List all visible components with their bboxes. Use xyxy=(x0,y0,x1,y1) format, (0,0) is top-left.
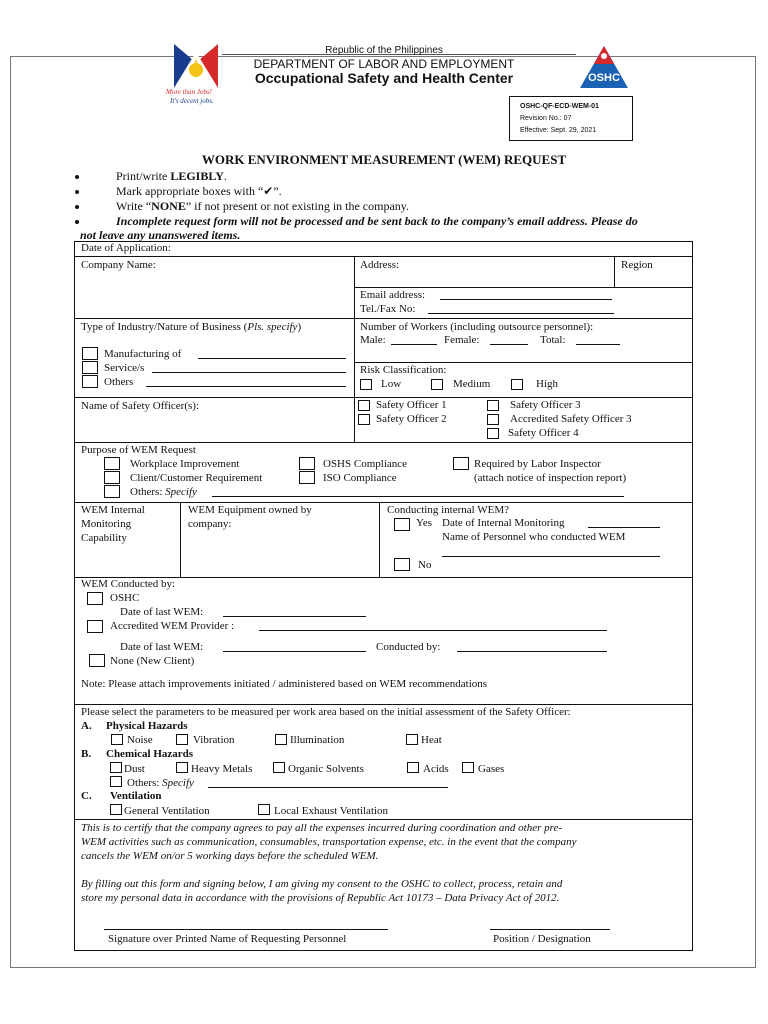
dust-checkbox[interactable] xyxy=(110,762,122,773)
date-internal-field[interactable] xyxy=(588,527,660,528)
male-label: Male: xyxy=(360,334,386,346)
equipment-label-line-1: WEM Equipment owned by xyxy=(188,504,312,516)
none-new-label: None (New Client) xyxy=(110,655,195,667)
header-department: DEPARTMENT OF LABOR AND EMPLOYMENT xyxy=(253,57,515,71)
gases-label: Gases xyxy=(478,763,505,775)
others-chemical-checkbox[interactable] xyxy=(110,776,122,787)
others-industry-checkbox[interactable] xyxy=(82,375,98,388)
row-divider xyxy=(74,704,693,705)
heavy-metals-label: Heavy Metals xyxy=(191,763,253,775)
workers-divider xyxy=(354,362,693,363)
col-divider xyxy=(354,256,355,442)
others-chemical-label: Others: Specify xyxy=(127,777,194,789)
workers-label: Number of Workers (including outsource personnel): xyxy=(360,321,594,333)
workplace-label: Workplace Improvement xyxy=(130,458,240,470)
internal-yes-checkbox[interactable] xyxy=(394,518,410,531)
manufacturing-field[interactable] xyxy=(198,358,346,359)
chemical-hazards-letter: B. xyxy=(81,748,92,760)
internal-no-label: No xyxy=(418,559,432,571)
conducted-by-field[interactable] xyxy=(457,651,607,652)
safety-officer-label: Name of Safety Officer(s): xyxy=(81,400,199,412)
form-code: OSHC-QF-ECD-WEM-01 xyxy=(520,103,599,110)
form-title: WORK ENVIRONMENT MEASUREMENT (WEM) REQUEST xyxy=(201,152,567,167)
ventilation-title: Ventilation xyxy=(110,790,162,802)
bullet xyxy=(75,220,79,224)
female-label: Female: xyxy=(444,334,480,346)
local-exhaust-checkbox[interactable] xyxy=(258,804,270,815)
purpose-heading: Purpose of WEM Request xyxy=(81,444,196,456)
form-revision: Revision No.: 07 xyxy=(520,115,572,122)
risk-label: Risk Classification: xyxy=(360,364,447,376)
col-divider xyxy=(180,502,181,577)
risk-low-checkbox[interactable] xyxy=(360,379,372,390)
dole-tagline-2: It's decent jobs. xyxy=(170,97,214,105)
ventilation-letter: C. xyxy=(81,790,92,802)
risk-medium-label: Medium xyxy=(453,378,491,390)
others-purpose-checkbox[interactable] xyxy=(104,485,120,498)
oshc-logo xyxy=(576,44,632,98)
telfax-label: Tel./Fax No: xyxy=(360,303,416,315)
conducting-internal-label: Conducting internal WEM? xyxy=(387,504,509,516)
date-last-wem-field[interactable] xyxy=(223,616,366,617)
instruction-2: Mark appropriate boxes with “✔”. xyxy=(116,184,282,198)
email-label: Email address: xyxy=(360,289,426,301)
oshc-checkbox[interactable] xyxy=(87,592,103,605)
oshc-logo-text: OSHC xyxy=(588,72,620,84)
chemical-hazards-title: Chemical Hazards xyxy=(106,748,194,760)
company-name-label: Company Name: xyxy=(81,259,156,271)
physical-hazards-letter: A. xyxy=(81,720,92,732)
certify-line-2: WEM activities such as communication, consumables, transportation expense, etc. in the event that the company xyxy=(81,836,577,848)
position-field[interactable] xyxy=(490,929,610,930)
certify-line-1: This is to certify that the company agrees to pay all the expenses incurred during coordination and other pre- xyxy=(81,822,563,834)
organic-solvents-label: Organic Solvents xyxy=(288,763,364,775)
row-divider xyxy=(74,502,693,503)
total-label: Total: xyxy=(540,334,566,346)
noise-checkbox[interactable] xyxy=(111,734,123,745)
general-ventilation-label: General Ventilation xyxy=(124,805,210,817)
email-field[interactable] xyxy=(440,299,612,300)
bullet xyxy=(75,205,79,209)
bullet xyxy=(75,190,79,194)
others-chemical-field[interactable] xyxy=(208,787,448,788)
internal-capability-line-2: Monitoring xyxy=(81,518,132,530)
instruction-4-line-2: not leave any unanswered items. xyxy=(80,228,241,242)
labor-inspector-checkbox[interactable] xyxy=(453,457,469,470)
local-exhaust-label: Local Exhaust Ventilation xyxy=(274,805,389,817)
row-divider xyxy=(74,819,693,820)
dole-logo xyxy=(162,44,232,110)
consent-line-2: store my personal data in accordance with the provisions of Republic Act 10173 – Data Privacy Act of 2012. xyxy=(81,892,560,904)
instruction-1: Print/write LEGIBLY. xyxy=(116,169,227,183)
accredited-label: Accredited WEM Provider : xyxy=(110,620,235,632)
illumination-label: Illumination xyxy=(290,734,345,746)
vibration-checkbox[interactable] xyxy=(176,734,188,745)
personnel-field[interactable] xyxy=(442,556,660,557)
internal-yes-label: Yes xyxy=(416,517,433,529)
so3-label: Safety Officer 3 xyxy=(510,399,581,411)
client-checkbox[interactable] xyxy=(104,471,120,484)
iso-label: ISO Compliance xyxy=(323,472,397,484)
industry-label: Type of Industry/Nature of Business (Pls. specify) xyxy=(81,321,302,333)
bullet xyxy=(75,175,79,179)
noise-label: Noise xyxy=(127,734,153,746)
oshs-checkbox[interactable] xyxy=(299,457,315,470)
so3-checkbox[interactable] xyxy=(487,400,499,411)
acids-checkbox[interactable] xyxy=(407,762,419,773)
header-republic: Republic of the Philippines xyxy=(325,45,443,56)
risk-high-checkbox[interactable] xyxy=(511,379,523,390)
oshc-logo-graphic xyxy=(576,44,632,98)
manufacturing-label: Manufacturing of xyxy=(104,348,182,360)
row-divider xyxy=(74,442,693,443)
heavy-metals-checkbox[interactable] xyxy=(176,762,188,773)
client-label: Client/Customer Requirement xyxy=(130,472,263,484)
accredited-field[interactable] xyxy=(259,630,607,631)
aso3-label: Accredited Safety Officer 3 xyxy=(510,413,632,425)
risk-high-label: High xyxy=(536,378,558,390)
vibration-label: Vibration xyxy=(193,734,235,746)
physical-hazards-title: Physical Hazards xyxy=(106,720,188,732)
region-label: Region xyxy=(621,259,653,271)
instruction-4-line-1: Incomplete request form will not be processed and be sent back to the company’s email address. Please do xyxy=(116,214,638,228)
others-purpose-label: Others: Specify xyxy=(130,486,197,498)
organic-solvents-checkbox[interactable] xyxy=(273,762,285,773)
so2-label: Safety Officer 2 xyxy=(376,413,447,425)
others-purpose-field[interactable] xyxy=(212,496,624,497)
so1-checkbox[interactable] xyxy=(358,400,370,411)
iso-checkbox[interactable] xyxy=(299,471,315,484)
male-field[interactable] xyxy=(391,344,437,345)
parameters-intro: Please select the parameters to be measured per work area based on the initial assessment of the Safety Officer: xyxy=(81,706,571,718)
risk-medium-checkbox[interactable] xyxy=(431,379,443,390)
aso3-checkbox[interactable] xyxy=(487,414,499,425)
risk-low-label: Low xyxy=(381,378,402,390)
internal-capability-line-1: WEM Internal xyxy=(81,504,145,516)
services-label: Service/s xyxy=(104,362,145,374)
services-checkbox[interactable] xyxy=(82,361,98,374)
telfax-field[interactable] xyxy=(428,313,614,314)
region-divider xyxy=(614,256,615,287)
others-industry-field[interactable] xyxy=(146,386,346,387)
equipment-label-line-2: company: xyxy=(188,518,232,530)
general-ventilation-checkbox[interactable] xyxy=(110,804,122,815)
illumination-checkbox[interactable] xyxy=(275,734,287,745)
instruction-3: Write “NONE” if not present or not existing in the company. xyxy=(116,199,410,213)
total-field[interactable] xyxy=(576,344,620,345)
address-divider xyxy=(354,287,693,288)
conducted-heading: WEM Conducted by: xyxy=(81,578,176,590)
female-field[interactable] xyxy=(490,344,528,345)
row-divider xyxy=(74,256,693,257)
oshs-label: OSHS Compliance xyxy=(323,458,408,470)
others-industry-label: Others xyxy=(104,376,134,388)
labor-inspector-label: Required by Labor Inspector xyxy=(474,458,601,470)
attach-notice-label: (attach notice of inspection report) xyxy=(474,472,627,484)
so4-checkbox[interactable] xyxy=(487,428,499,439)
signature-field[interactable] xyxy=(104,929,388,930)
row-divider xyxy=(74,318,693,319)
header-center: Occupational Safety and Health Center xyxy=(254,70,514,86)
so1-label: Safety Officer 1 xyxy=(376,399,447,411)
heat-checkbox[interactable] xyxy=(406,734,418,745)
workplace-checkbox[interactable] xyxy=(104,457,120,470)
so4-label: Safety Officer 4 xyxy=(508,427,579,439)
dole-tagline-1: More than Jobs! xyxy=(166,88,213,96)
acids-label: Acids xyxy=(423,763,449,775)
so2-checkbox[interactable] xyxy=(358,414,370,425)
date-of-application-label: Date of Application: xyxy=(81,242,171,254)
conducted-by-label: Conducted by: xyxy=(376,641,441,653)
internal-no-checkbox[interactable] xyxy=(394,558,410,571)
date-last-wem-2-field[interactable] xyxy=(223,651,366,652)
consent-line-1: By filling out this form and signing below, I am giving my consent to the OSHC to collect, process, retain and xyxy=(81,878,563,890)
gases-checkbox[interactable] xyxy=(462,762,474,773)
position-label: Position / Designation xyxy=(493,933,591,945)
row-divider xyxy=(74,397,693,398)
none-new-checkbox[interactable] xyxy=(89,654,105,667)
accredited-checkbox[interactable] xyxy=(87,620,103,633)
form-effective: Effective: Sept. 29, 2021 xyxy=(520,127,597,134)
heat-label: Heat xyxy=(421,734,442,746)
date-last-wem-label: Date of last WEM: xyxy=(120,606,204,618)
col-divider xyxy=(379,502,380,577)
date-last-wem-2-label: Date of last WEM: xyxy=(120,641,204,653)
internal-capability-line-3: Capability xyxy=(81,532,127,544)
services-field[interactable] xyxy=(152,372,346,373)
dust-label: Dust xyxy=(124,763,145,775)
wem-note: Note: Please attach improvements initiated / administered based on WEM recommendations xyxy=(81,678,488,690)
personnel-label: Name of Personnel who conducted WEM xyxy=(442,531,626,543)
address-label: Address: xyxy=(360,259,400,271)
date-internal-label: Date of Internal Monitoring xyxy=(442,517,565,529)
signature-label: Signature over Printed Name of Requesting Personnel xyxy=(108,933,347,945)
certify-line-3: cancels the WEM on/or 5 working days before the scheduled WEM. xyxy=(81,850,379,862)
manufacturing-checkbox[interactable] xyxy=(82,347,98,360)
oshc-label: OSHC xyxy=(110,592,140,604)
